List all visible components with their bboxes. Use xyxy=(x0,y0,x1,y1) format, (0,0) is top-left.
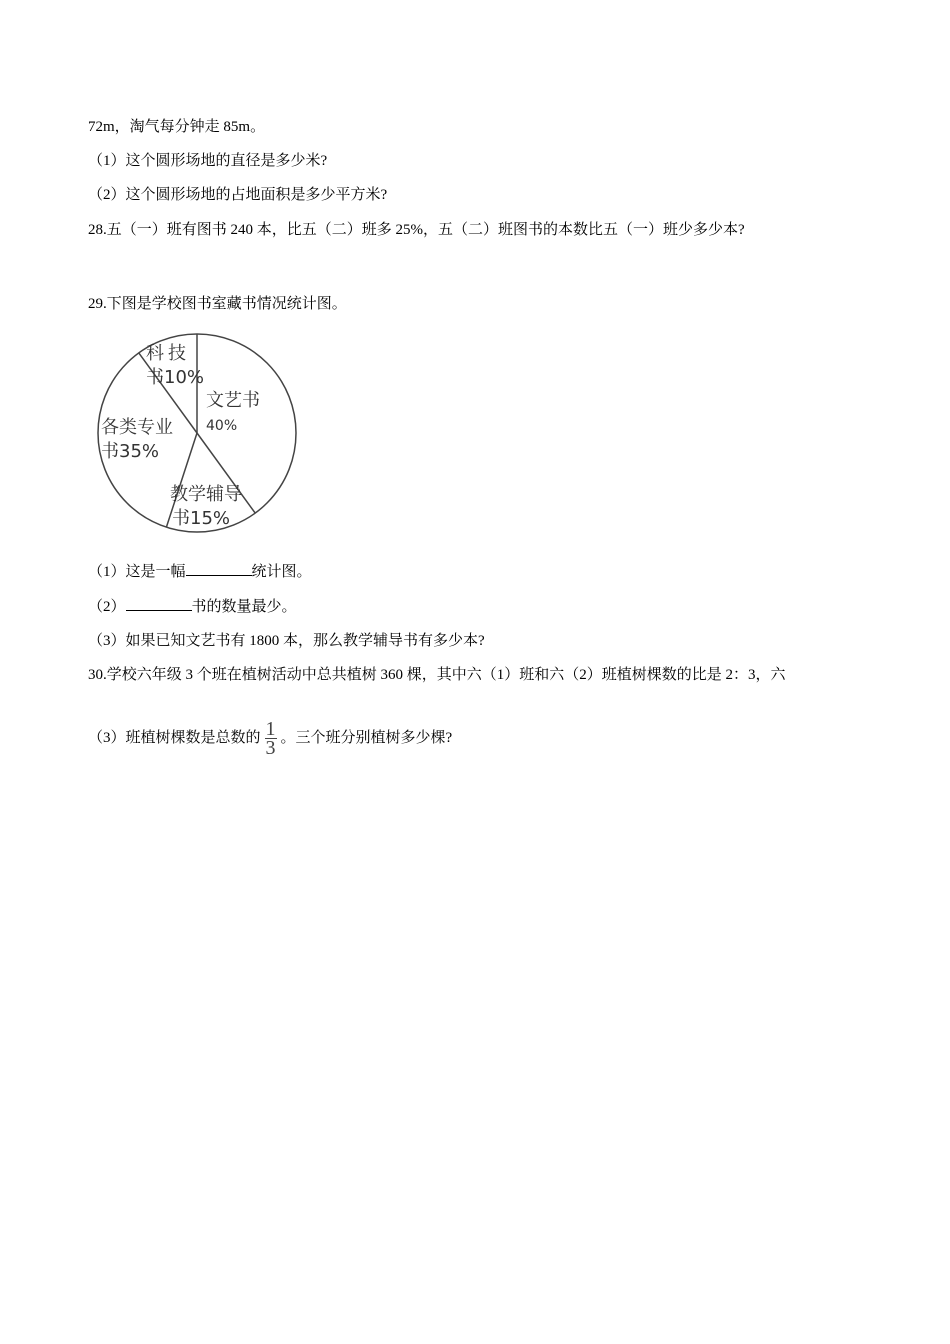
fraction xyxy=(265,718,277,760)
q30-line1: 30.学校六年级 3 个班在植树活动中总共植树 360 棵，其中六（1）班和六（2）班植树棵数的比是 2：3，六 xyxy=(88,667,786,683)
q29-sub1-post: 统计图。 xyxy=(251,564,312,580)
q29-sub1-pre: （1）这是一幅 xyxy=(88,564,186,580)
q29-sub2-post: 书的数量最少。 xyxy=(191,599,297,615)
q30-line2-post: 。三个班分别植树多少棵? xyxy=(280,730,453,746)
q27-sub2: （2）这个圆形场地的占地面积是多少平方米? xyxy=(88,187,388,203)
pie-label-3: 科技 书10% xyxy=(146,343,205,388)
pie-label-2: 各类专业 书35% xyxy=(101,417,173,462)
q30-line2-pre: （3）班植树棵数是总数的 xyxy=(88,730,261,746)
q29-sub2-pre: （2） xyxy=(88,599,126,615)
q29-sub2 xyxy=(88,596,297,617)
q27-continuation: 72m，淘气每分钟走 85m。 xyxy=(88,119,266,135)
pie-label-0: 文艺书 40% xyxy=(206,390,260,434)
q29-text: 29.下图是学校图书室藏书情况统计图。 xyxy=(88,296,347,312)
q30-line2 xyxy=(88,718,453,760)
q29-sub1 xyxy=(88,561,312,582)
pie-label-1: 教学辅导 书15% xyxy=(170,484,242,529)
fraction-numerator: 1 xyxy=(265,718,276,741)
answer-blank[interactable] xyxy=(186,561,252,576)
q27-sub1: （1）这个圆形场地的直径是多少米? xyxy=(88,153,328,169)
q29-sub3: （3）如果已知文艺书有 1800 本，那么教学辅导书有多少本? xyxy=(88,633,485,649)
q28-text: 28.五（一）班有图书 240 本，比五（二）班多 25%，五（二）班图书的本数比五（一）班少多少本? xyxy=(88,222,745,238)
fraction-denominator: 3 xyxy=(265,737,276,760)
answer-blank[interactable] xyxy=(126,596,192,611)
